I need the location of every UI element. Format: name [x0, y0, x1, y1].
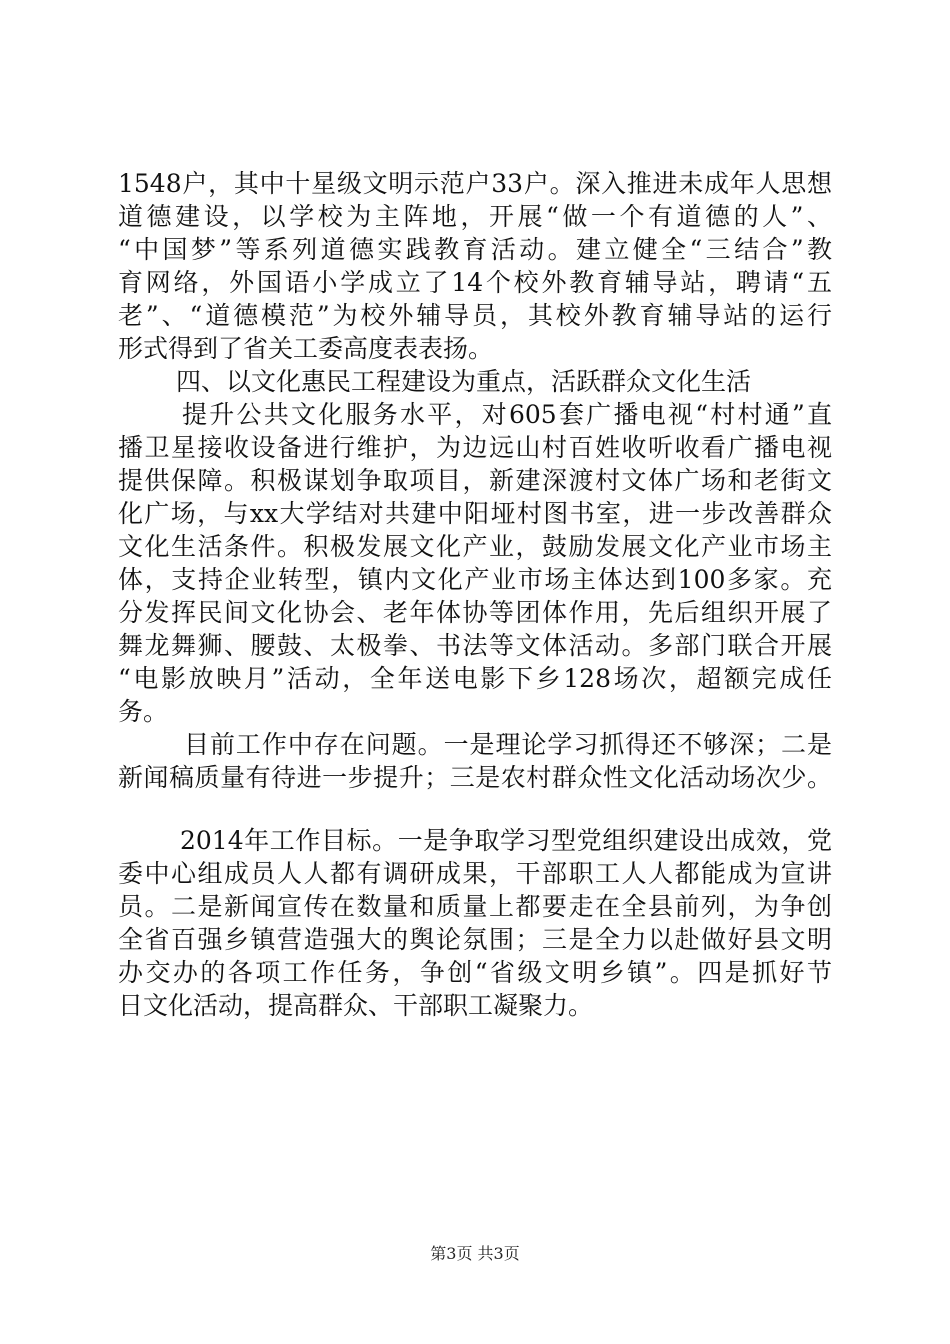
text-line: 老”、“道德模范”为校外辅导员，其校外教育辅导站的运行	[118, 301, 832, 330]
text-line: 播卫星接收设备进行维护，为边远山村百姓收听收看广播电视	[118, 433, 832, 462]
text-line: 务。	[118, 697, 169, 726]
page-footer: 第3页 共3页	[430, 1244, 520, 1263]
text-line: 1548户，其中十星级文明示范户33户。深入推进未成年人思想	[118, 169, 832, 198]
text-line: 办交办的各项工作任务，争创“省级文明乡镇”。四是抓好节	[118, 958, 832, 987]
text-line: 道德建设，以学校为主阵地，开展“做一个有道德的人”、	[118, 202, 832, 231]
paragraph-gap	[118, 794, 832, 824]
text-line: 全省百强乡镇营造强大的舆论氛围；三是全力以赴做好县文明	[118, 925, 832, 954]
text-line: 化广场，与xx大学结对共建中阳垭村图书室，进一步改善群众	[118, 499, 832, 528]
text-line: 提升公共文化服务水平，对605套广播电视“村村通”直	[182, 400, 832, 429]
section-heading: 四、以文化惠民工程建设为重点，活跃群众文化生活	[176, 367, 752, 396]
text-line: 形式得到了省关工委高度表表扬。	[118, 334, 494, 363]
text-line: 育网络，外国语小学成立了14个校外教育辅导站，聘请“五	[118, 268, 832, 297]
document-body	[118, 167, 832, 1022]
text-line: 日文化活动，提高群众、干部职工凝聚力。	[118, 991, 594, 1020]
text-line: 舞龙舞狮、腰鼓、太极拳、书法等文体活动。多部门联合开展	[118, 631, 832, 660]
text-line: 目前工作中存在问题。一是理论学习抓得还不够深；二是	[184, 730, 832, 759]
text-line: 2014年工作目标。一是争取学习型党组织建设出成效，党	[180, 826, 832, 855]
text-line: 委中心组成员人人都有调研成果，干部职工人人都能成为宣讲	[118, 859, 832, 888]
text-line: 体，支持企业转型，镇内文化产业市场主体达到100多家。充	[118, 565, 832, 594]
text-line: “中国梦”等系列道德实践教育活动。建立健全“三结合”教	[118, 235, 832, 264]
text-line: 分发挥民间文化协会、老年体协等团体作用，先后组织开展了	[118, 598, 832, 627]
text-line: 新闻稿质量有待进一步提升；三是农村群众性文化活动场次少。	[118, 763, 832, 792]
text-line: “电影放映月”活动，全年送电影下乡128场次，超额完成任	[118, 664, 832, 693]
text-line: 员。二是新闻宣传在数量和质量上都要走在全县前列，为争创	[118, 892, 832, 921]
text-line: 提供保障。积极谋划争取项目，新建深渡村文体广场和老街文	[118, 466, 832, 495]
text-line: 文化生活条件。积极发展文化产业，鼓励发展文化产业市场主	[118, 532, 832, 561]
